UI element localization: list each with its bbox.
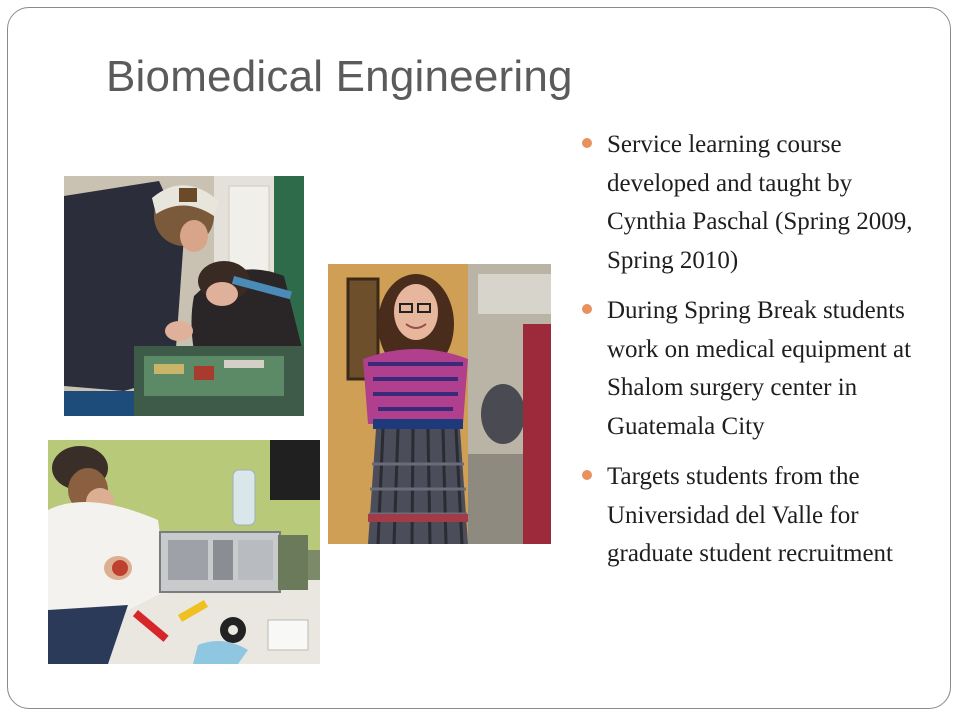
bullet-text: Service learning course developed and taught by Cynthia Paschal (Spring 2009, Spring 2010) (607, 131, 913, 274)
bullet-dot-icon (582, 304, 592, 314)
students-repairing-equipment-photo (64, 176, 304, 416)
bullet-text: Targets students from the Universidad del Valle for graduate student recruitment (607, 463, 893, 567)
bullet-list (580, 126, 920, 586)
bullet-item (580, 126, 920, 280)
bullet-item (580, 292, 920, 446)
bullet-dot-icon (582, 470, 592, 480)
slide-title: Biomedical Engineering (106, 52, 573, 101)
student-soldering-equipment-photo (48, 440, 320, 664)
bullet-text: During Spring Break students work on medical equipment at Shalom surgery center in Guatemala City (607, 297, 912, 440)
bullet-item (580, 458, 920, 574)
bullet-dot-icon (582, 138, 592, 148)
student-in-guatemalan-dress-photo (328, 264, 551, 544)
